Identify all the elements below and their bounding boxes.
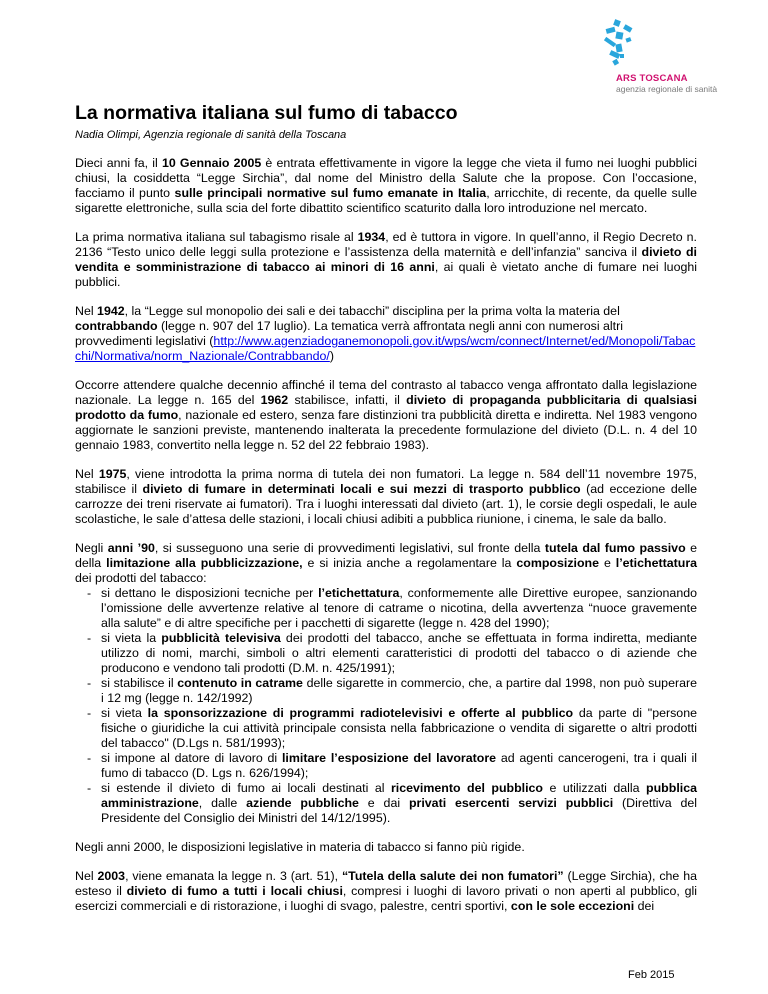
bullet-list <box>75 586 697 826</box>
list-item: - si vieta la sponsorizzazione di programmi radiotelevisivi e offerte al pubblico da parte di "persone fisiche o giuridiche la cui attività principale consista nella fabbricazione o vendita di sigarette o altri prodotti del tabacco" (D.Lgs n. 581/1993); <box>87 706 697 750</box>
ars-logo-icon <box>586 18 646 76</box>
page-title: La normativa italiana sul fumo di tabacco <box>75 102 458 124</box>
contrabbando-link[interactable]: http://www.agenziadoganemonopoli.gov.it/wps/wcm/connect/Internet/ed/Monopoli/Tabacchi/Normativa/norm_Nazionale/Contrabbando/ <box>75 334 696 363</box>
logo-text <box>616 74 717 93</box>
paragraph-1942: Nel 1942, la “Legge sul monopolio dei sali e dei tabacchi” disciplina per la prima volta la materia del contrabbando (legge n. 907 del 17 luglio). La tematica verrà affrontata negli anni con numerosi altri provvedimenti legislativi (http://www.agenziadoganemonopoli.gov.it/wps/wcm/connect/Internet/ed/Monopoli/Tabacchi/Normativa/norm_Nazionale/Contrabbando/) <box>75 304 696 363</box>
list-item: - si impone al datore di lavoro di limitare l’esposizione del lavoratore ad agenti cancerogeni, tra i quali il fumo di tabacco (D. Lgs n. 626/1994); <box>87 751 697 780</box>
list-item: - si stabilisce il contenuto in catrame delle sigarette in commercio, che, a partire dal 1998, non può superare i 12 mg (legge n. 142/1992) <box>87 676 697 705</box>
document-body <box>75 100 697 914</box>
paragraph-1934: La prima normativa italiana sul tabagismo risale al 1934, ed è tuttora in vigore. In quell’anno, il Regio Decreto n. 2136 “Testo unico delle leggi sulla protezione e l’assistenza della maternità e dell’infanzia” sanciva il divieto di vendita e somministrazione di tabacco ai minori di 16 anni, ai quali è vietato anche di fumare nei luoghi pubblici. <box>75 230 698 289</box>
list-item: - si dettano le disposizioni tecniche per l’etichettatura, conformemente alle Direttive europee, sanzionando l’omissione delle avvertenze relative al tenore di catrame o nicotina, della avvertenza “nuoce gravemente alla salute” e di altre specifiche per i pacchetti di sigarette (legge n. 428 del 1990); <box>87 586 697 630</box>
byline: Nadia Olimpi, Agenzia regionale di sanità della Toscana <box>75 129 347 141</box>
paragraph-2003: Nel 2003, viene emanata la legge n. 3 (art. 51), “Tutela della salute dei non fumatori” (Legge Sirchia), che ha esteso il divieto di fumo a tutti i locali chiusi, compresi i luoghi di lavoro privati o non aperti al pubblico, gli esercizi commerciali e di ristorazione, i luoghi di svago, palestre, centri sportivi, con le sole eccezioni dei <box>75 869 698 913</box>
footer-date: Feb 2015 <box>628 969 675 981</box>
logo-subtitle: agenzia regionale di sanità <box>616 83 718 94</box>
ars-logo <box>586 18 736 108</box>
paragraph-intro: Dieci anni fa, il 10 Gennaio 2005 è entrata effettivamente in vigore la legge che vieta il fumo nei luoghi pubblici chiusi, la cosiddetta “Legge Sirchia”, dal nome del Ministro della Salute che la propose. Con l’occasione, facciamo il punto sulle principali normative sul fumo emanate in Italia, arricchite, di recente, da quelle sulle sigarette elettroniche, sulla scia del forte dibattito scientifico scaturito dalla loro introduzione nel mercato. <box>75 156 697 215</box>
paragraph-2000: Negli anni 2000, le disposizioni legislative in materia di tabacco si fanno più rigide. <box>75 840 525 854</box>
paragraph-1962: Occorre attendere qualche decennio affinché il tema del contrasto al tabacco venga affrontato dalla legislazione nazionale. La legge n. 165 del 1962 stabilisce, infatti, il divieto di propaganda pubblicitaria di qualsiasi prodotto da fumo, nazionale ed estero, senza fare distinzioni tra pubblicità diretta e indiretta. Nel 1983 vengono aggiornate le sanzioni previste, mantenendo inalterata la precedente formulazione del divieto (D.L. n. 4 del 10 gennaio 1983, convertito nella legge n. 52 del 22 febbraio 1983). <box>75 378 697 452</box>
list-item: - si vieta la pubblicità televisiva dei prodotti del tabacco, anche se effettuata in forma indiretta, mediante utilizzo di nomi, marchi, simboli o altri elementi caratteristici di prodotti del tabacco o di aziende che producono e vendono tali prodotti (D.M. n. 425/1991); <box>87 631 697 675</box>
paragraph-1975: Nel 1975, viene introdotta la prima norma di tutela dei non fumatori. La legge n. 584 dell’11 novembre 1975, stabilisce il divieto di fumare in determinati locali e sui mezzi di trasporto pubblico (ad eccezione delle carrozze dei treni riservate ai fumatori). Tra i luoghi interessati dal divieto (art. 1), le corsie degli ospedali, le aule scolastiche, le sale d’attesa delle stazioni, i locali chiusi adibiti a pubblica riunione, i cinema, le sale da ballo. <box>75 467 697 526</box>
logo-name: ARS TOSCANA <box>616 73 688 84</box>
list-item: - si estende il divieto di fumo ai locali destinati al ricevimento del pubblico e utilizzati dalla pubblica amministrazione, dalle aziende pubbliche e dai privati esercenti servizi pubblici (Direttiva del Presidente del Consiglio dei Ministri del 14/12/1995). <box>87 781 698 825</box>
paragraph-anni-90: Negli anni ’90, si susseguono una serie di provvedimenti legislativi, sul fronte della tutela dal fumo passivo e della limitazione alla pubblicizzazione, e si inizia anche a regolamentare la composizione e l’etichettatura dei prodotti del tabacco: <box>75 541 698 585</box>
